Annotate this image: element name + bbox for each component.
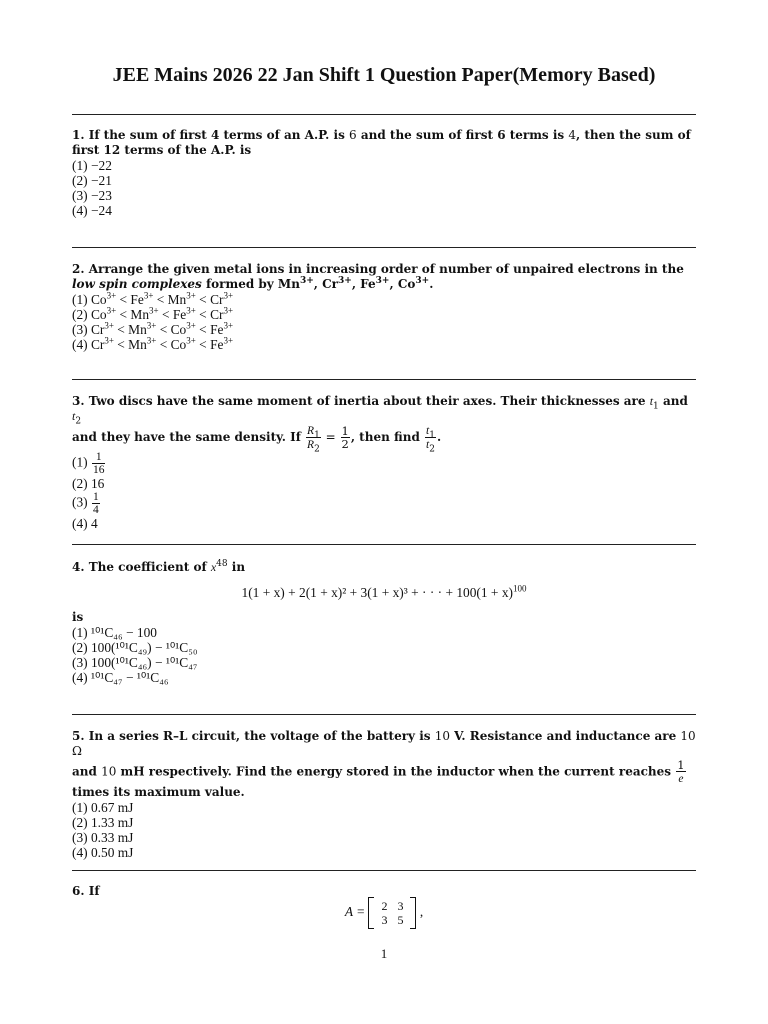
question-3 (72, 394, 696, 531)
fraction-one-over-e: $\frac{1}{e}$ (677, 758, 685, 785)
question-stem: 3. Two discs have the same moment of inertia about their axes. Their thicknesses are $t_1$ and $t_2$ and they have the same density. If $\frac{R_1}{R_2}$ = $\frac{1}{2}$ , then find $\frac{t_1}{t_2}$ . (72, 394, 688, 455)
fraction-half: $\frac{1}{2}$ (341, 424, 349, 451)
option-3: (3) 100(¹⁰¹C₄₆) − ¹⁰¹C₄₇ (72, 655, 198, 670)
matrix-equation: A = 2 3 3 5 , (72, 897, 696, 929)
option-2: (2) $Co^{3+} < Mn^{3+} < Fe^{3+} < Cr^{3+}$ (72, 305, 234, 322)
option-3: (3) $\frac{1}{4}$ (72, 491, 99, 516)
fraction-t1-t2: $\frac{t_1}{t_2}$ (426, 425, 435, 455)
question-1 (72, 128, 696, 218)
question-stem-continued: is (72, 610, 84, 624)
option-4: (4) −24 (72, 203, 112, 218)
option-2: (2) −21 (72, 173, 112, 188)
option-1: (1) 0.67 mJ (72, 800, 134, 815)
fraction: $\frac{1}{16}$ (92, 451, 105, 476)
option-4: (4) $Cr^{3+} < Mn^{3+} < Co^{3+} < Fe^{3+}$ (72, 335, 234, 352)
question-stem: 5. In a series R–L circuit, the voltage of the battery is 10 V. Resistance and inductance are 10 Ω and 10 mH respectively. Find the energy stored in the inductor when the current reaches $\frac{1}{e}$ times its maximum value. (72, 729, 696, 799)
question-2 (72, 262, 696, 352)
option-1: (1) ¹⁰¹C₄₆ − 100 (72, 625, 157, 640)
option-2: (2) 100(¹⁰¹C₄₉) − ¹⁰¹C₅₀ (72, 640, 198, 655)
question-stem: 2. Arrange the given metal ions in increasing order of number of unpaired electrons in the low spin complexes formed by $Mn^{3+}$, $Cr^{3+}$, $Fe^{3+}$, $Co^{3+}$. (72, 262, 684, 291)
question-stem: 4. The coefficient of $x^{48}$ in (72, 559, 246, 574)
option-1: (1) −22 (72, 158, 112, 173)
option-1: (1) $Co^{3+} < Fe^{3+} < Mn^{3+} < Cr^{3+}$ (72, 290, 234, 307)
option-4: (4) ¹⁰¹C₄₇ − ¹⁰¹C₄₆ (72, 670, 169, 685)
divider (72, 714, 696, 715)
option-3: (3) −23 (72, 188, 112, 203)
question-stem: 6. If (72, 884, 100, 898)
fraction-r1-r2: $\frac{R_1}{R_2}$ (307, 425, 320, 455)
question-stem: 1. If the sum of first 4 terms of an A.P. is 6 and the sum of first 6 terms is 4, then the sum of first 12 terms of the A.P. is (72, 128, 691, 157)
option-3: (3) $Cr^{3+} < Mn^{3+} < Co^{3+} < Fe^{3+}$ (72, 320, 234, 337)
display-equation: 1(1 + x) + 2(1 + x)² + 3(1 + x)³ + · · · + $100(1 + x)^{100}$ (241, 583, 527, 600)
option-2: (2) 16 (72, 476, 105, 491)
divider (72, 247, 696, 248)
question-5 (72, 729, 696, 860)
option-4: (4) 0.50 mJ (72, 845, 134, 860)
page-title: JEE Mains 2026 22 Jan Shift 1 Question Paper(Memory Based) (112, 64, 656, 86)
option-3: (3) 0.33 mJ (72, 830, 134, 845)
fraction: $\frac{1}{4}$ (92, 491, 99, 516)
divider (72, 870, 696, 871)
divider (72, 114, 696, 115)
divider (72, 544, 696, 545)
option-1: (1) $\frac{1}{16}$ (72, 451, 105, 476)
question-4 (72, 560, 696, 685)
divider (72, 379, 696, 380)
document-page (72, 0, 696, 1024)
option-4: (4) 4 (72, 516, 98, 531)
matrix-a: 2 3 3 5 (368, 897, 416, 929)
question-6 (72, 884, 696, 929)
page-number: 1 (380, 946, 388, 961)
option-2: (2) 1.33 mJ (72, 815, 134, 830)
